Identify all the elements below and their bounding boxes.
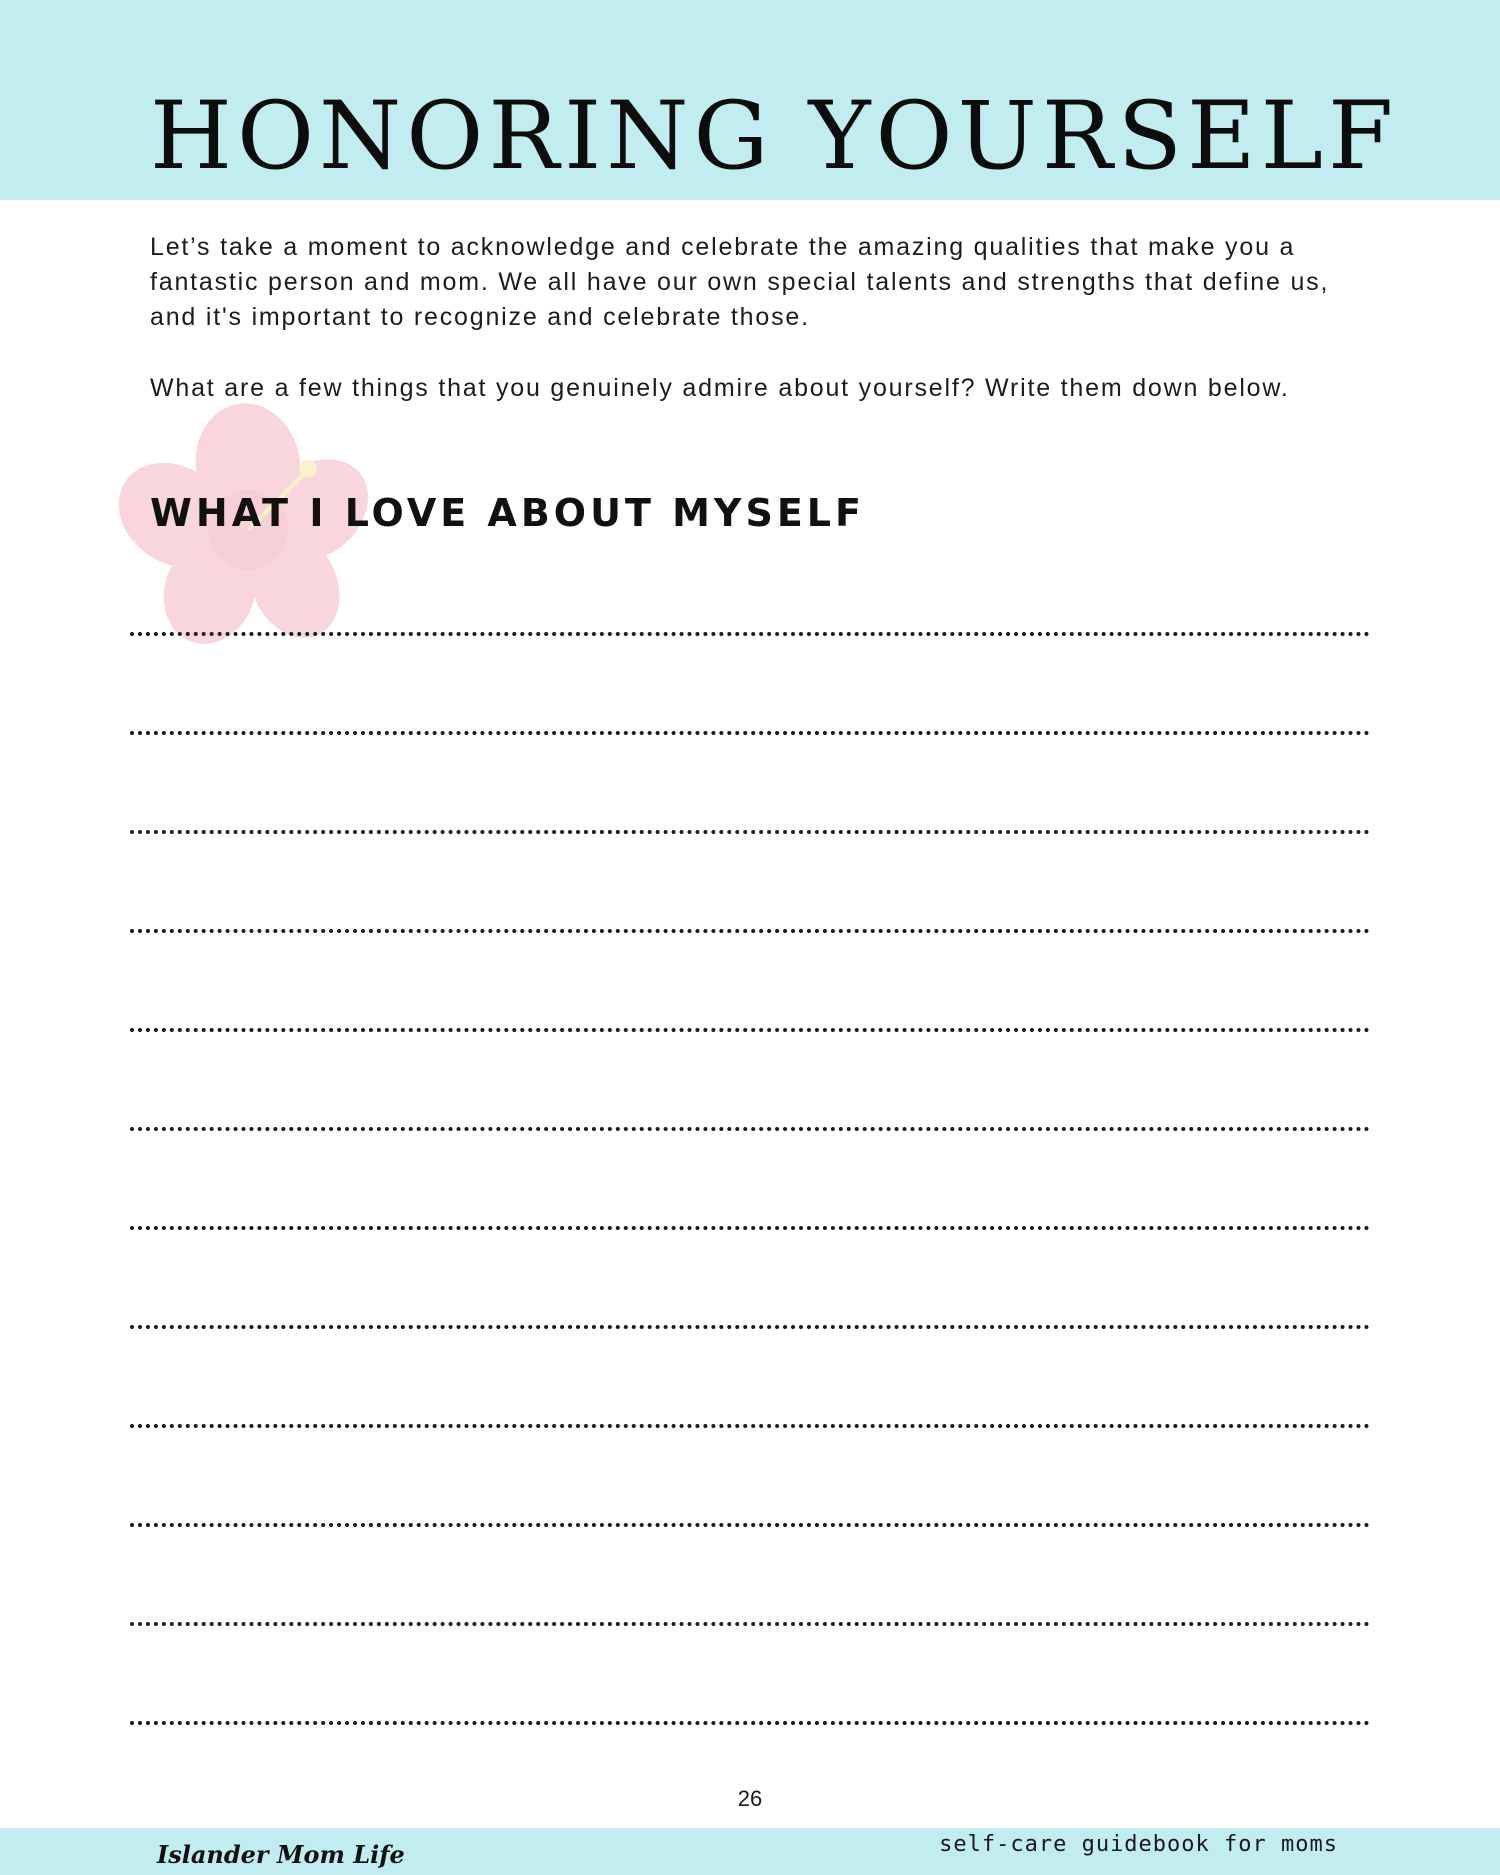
brand-logo	[155, 1831, 405, 1873]
intro-paragraph: Let’s take a moment to acknowledge and celebrate the amazing qualities that make you a fantastic person and mom. We all have our own special talents and strengths that define us, and it's important to recognize and celebrate those.	[150, 233, 1330, 331]
writing-line[interactable]	[130, 1721, 1370, 1725]
writing-line[interactable]	[130, 1325, 1370, 1329]
writing-line[interactable]	[130, 731, 1370, 735]
writing-line[interactable]	[130, 929, 1370, 933]
writing-line[interactable]	[130, 1523, 1370, 1527]
writing-line[interactable]	[130, 1622, 1370, 1626]
writing-line[interactable]	[130, 1424, 1370, 1428]
writing-line[interactable]	[130, 632, 1370, 636]
prompt-paragraph: What are a few things that you genuinely admire about yourself? Write them down below.	[150, 374, 1290, 402]
writing-line[interactable]	[130, 1226, 1370, 1230]
writing-line[interactable]	[130, 1127, 1370, 1131]
page-title: HONORING YOURSELF	[150, 82, 1399, 191]
writing-lines	[130, 632, 1370, 1820]
writing-line[interactable]	[130, 1028, 1370, 1032]
page-number: 26	[737, 1786, 763, 1811]
section-heading: WHAT I LOVE ABOUT MYSELF	[150, 491, 865, 535]
footer-tagline: self-care guidebook for moms	[939, 1832, 1338, 1857]
writing-line[interactable]	[130, 830, 1370, 834]
brand-logo-text: Islander Mom Life	[157, 1840, 405, 1869]
